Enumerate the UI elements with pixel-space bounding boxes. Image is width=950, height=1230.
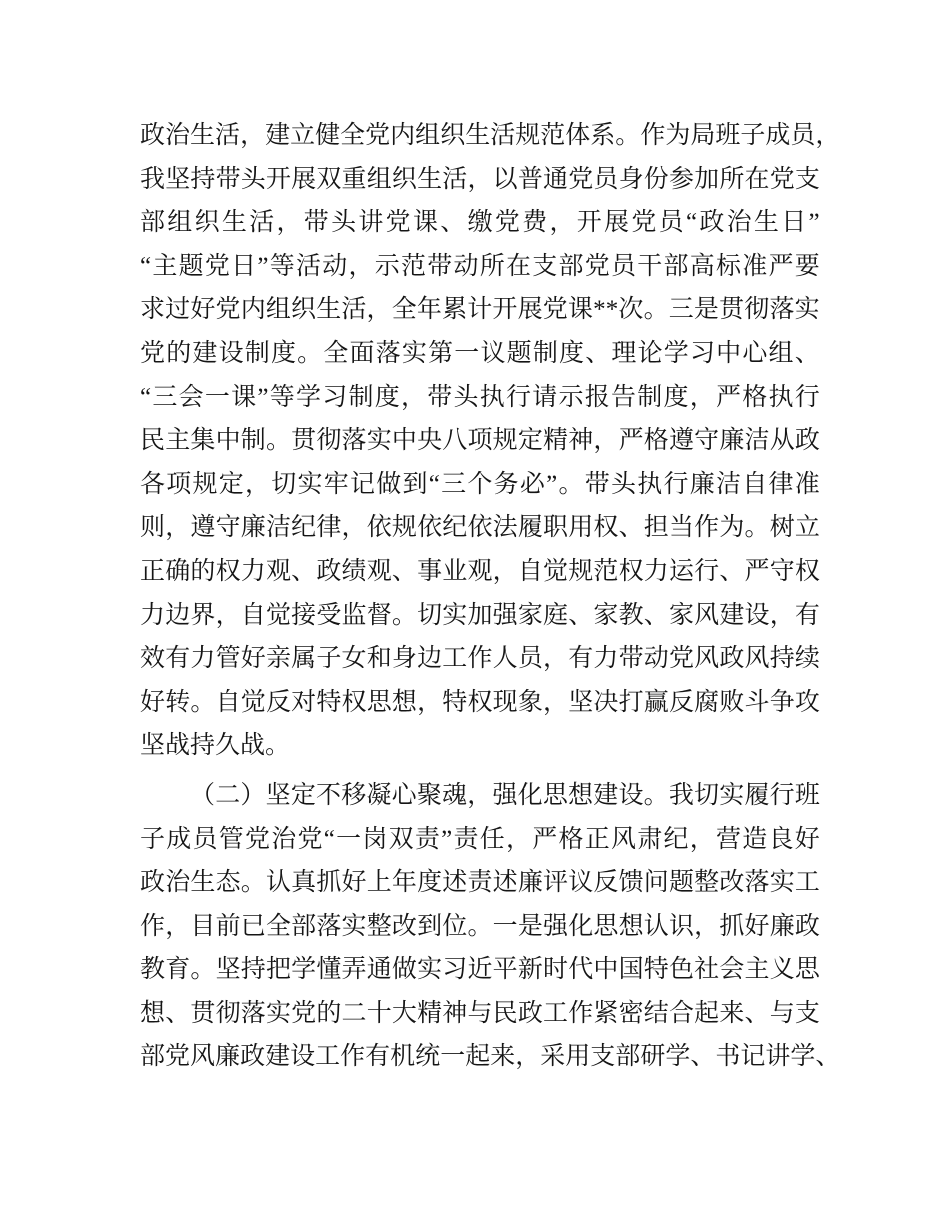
text-line: 民 主 集 中 制 。 贯 彻 落 实 中 央 八 项 规 定 精 神 ， 严 格 遵 守 廉 洁 从 政 (140, 427, 820, 455)
text-line: 各 项 规 定 ， 切 实 牢 记 做 到 “ 三 个 务 必 ” 。 带 头 执 行 廉 洁 自 律 准 (140, 470, 820, 498)
paragraph (140, 114, 841, 768)
text-line: 部 党 风 廉 政 建 设 工 作 有 机 统 一 起 来 ， 采 用 支 部 研 学 、 书 记 讲 学 、 (140, 1043, 841, 1071)
text-line: “ 主 题 党 日 ” 等 活 动 ， 示 范 带 动 所 在 支 部 党 员 干 部 高 标 准 严 要 (140, 252, 820, 280)
text-line: 好 转 。 自 觉 反 对 特 权 思 想 ， 特 权 现 象 ， 坚 决 打 赢 反 腐 败 斗 争 攻 (140, 688, 820, 716)
text-line: 部 组 织 生 活 ， 带 头 讲 党 课 、 缴 党 费 ， 开 展 党 员 “ 政 治 生 日 ” (140, 209, 820, 237)
text-line: （ 二 ） 坚 定 不 移 凝 心 聚 魂 ， 强 化 思 想 建 设 。 我 切 实 履 行 班 (190, 781, 820, 809)
text-line: 效 有 力 管 好 亲 属 子 女 和 身 边 工 作 人 员 ， 有 力 带 动 党 风 政 风 持 续 (140, 645, 820, 673)
text-line: 坚战持久战。 (140, 732, 291, 760)
paragraph (140, 774, 841, 1079)
text-line: 力 边 界 ， 自 觉 接 受 监 督 。 切 实 加 强 家 庭 、 家 教 、 家 风 建 设 ， 有 (140, 601, 820, 629)
text-line: “ 三 会 一 课 ” 等 学 习 制 度 ， 带 头 执 行 请 示 报 告 制 度 ， 严 格 执 行 (140, 383, 820, 411)
text-line: 党 的 建 设 制 度 。 全 面 落 实 第 一 议 题 制 度 、 理 论 学 习 中 心 组 、 (140, 339, 820, 367)
text-line: 子 成 员 管 党 治 党 “ 一 岗 双 责 ” 责 任 ， 严 格 正 风 肃 纪 ， 营 造 良 好 (140, 825, 820, 853)
text-line: 我 坚 持 带 头 开 展 双 重 组 织 生 活 ， 以 普 通 党 员 身 份 参 加 所 在 党 支 (140, 165, 820, 193)
text-line: 政 治 生 态 。 认 真 抓 好 上 年 度 述 责 述 廉 评 议 反 馈 问 题 整 改 落 实 工 (140, 869, 820, 897)
text-line: 想 、 贯 彻 落 实 党 的 二 十 大 精 神 与 民 政 工 作 紧 密 结 合 起 来 、 与 支 (140, 999, 820, 1027)
text-line: 则 ， 遵 守 廉 洁 纪 律 ， 依 规 依 纪 依 法 履 职 用 权 、 担 当 作 为 。 树 立 (140, 514, 820, 542)
text-line: 求 过 好 党 内 组 织 生 活 ， 全 年 累 计 开 展 党 课 * * 次 。 三 是 贯 彻 落 实 (140, 296, 820, 324)
document-body (140, 114, 841, 1079)
text-line: 政 治 生 活 ， 建 立 健 全 党 内 组 织 生 活 规 范 体 系 。 作 为 局 班 子 成 员 ， (140, 122, 841, 149)
text-line: 正 确 的 权 力 观 、 政 绩 观 、 事 业 观 ， 自 觉 规 范 权 力 运 行 、 严 守 权 (140, 557, 820, 585)
text-line: 作 ， 目 前 已 全 部 落 实 整 改 到 位 。 一 是 强 化 思 想 认 识 ， 抓 好 廉 政 (140, 912, 820, 940)
text-line: 教 育 。 坚 持 把 学 懂 弄 通 做 实 习 近 平 新 时 代 中 国 特 色 社 会 主 义 思 (140, 956, 820, 984)
